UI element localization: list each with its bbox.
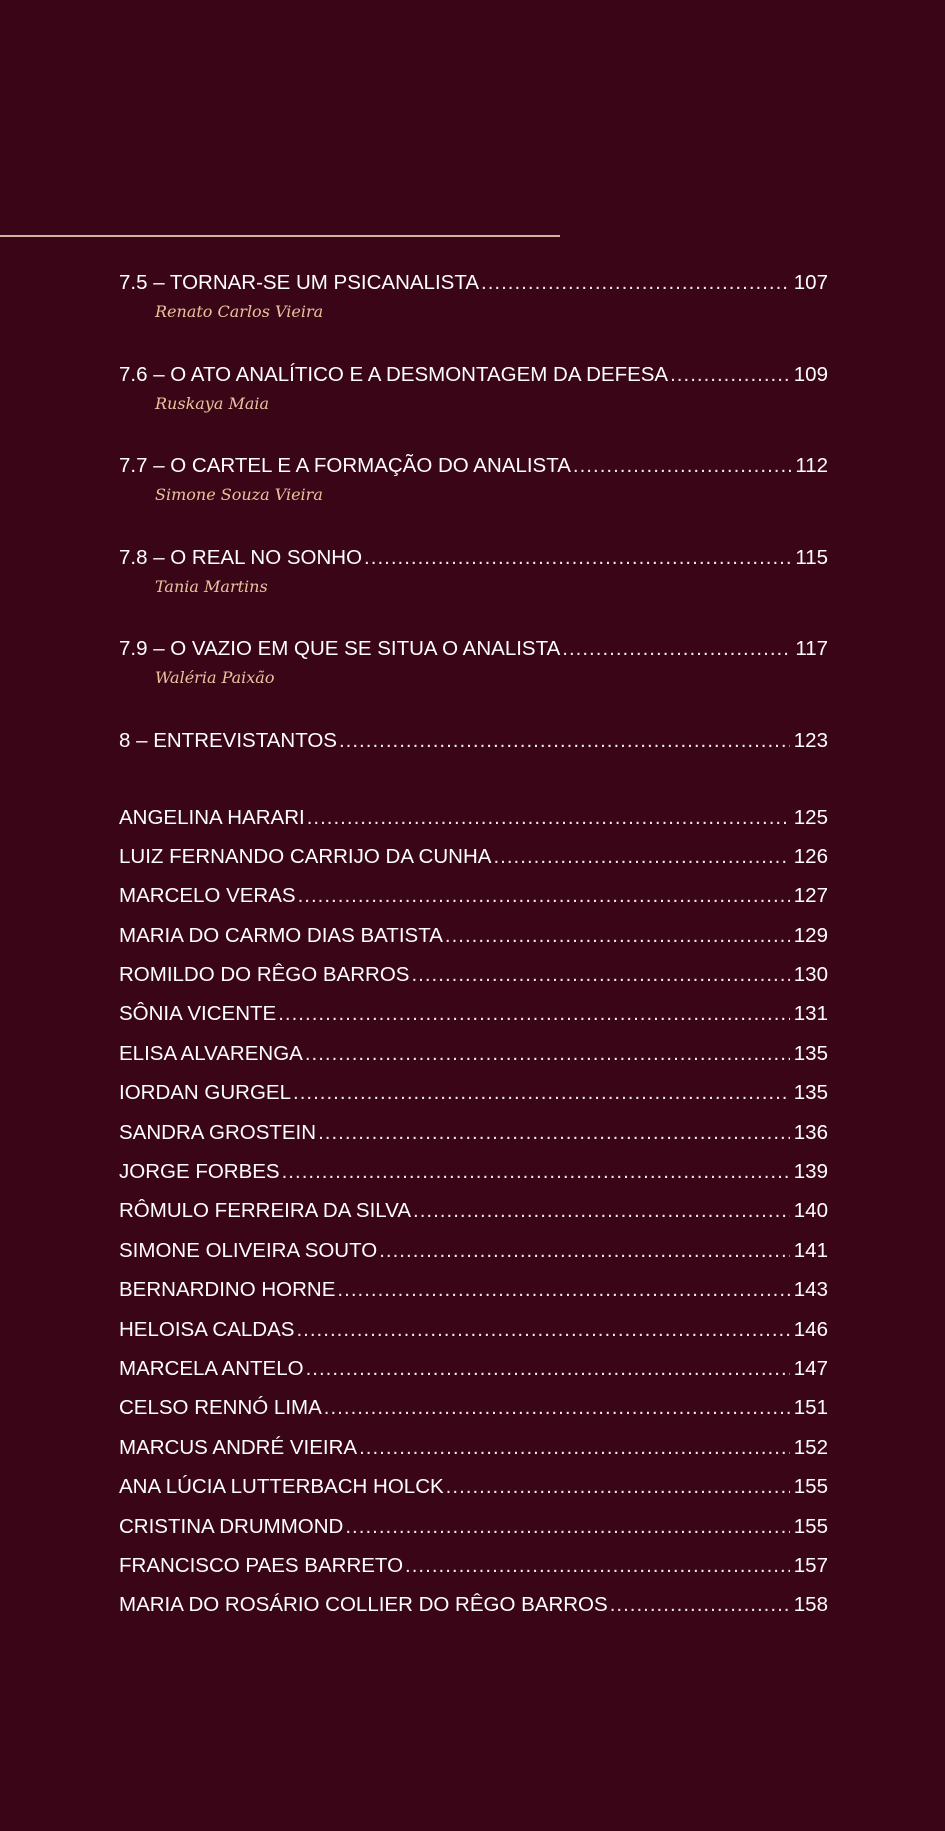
interviewee-name: JORGE FORBES: [119, 1160, 280, 1184]
toc-entry-7-7[interactable]: [119, 447, 828, 485]
interviewee-page: 126: [793, 844, 828, 868]
decorative-top-rule: [0, 235, 560, 237]
interviewee-name: FRANCISCO PAES BARRETO: [119, 1553, 404, 1577]
interviewee-entry[interactable]: [119, 1546, 828, 1585]
dot-leader: [562, 630, 791, 668]
interviewee-page: 129: [793, 923, 828, 947]
interviewee-entry[interactable]: [119, 1113, 828, 1152]
interviewee-name: SANDRA GROSTEIN: [119, 1120, 317, 1144]
toc-entry-author: Waléria Paixão: [155, 668, 275, 687]
interviewee-entry[interactable]: [119, 1073, 828, 1112]
toc-entry-author: Ruskaya Maia: [155, 393, 270, 413]
interviewee-entry[interactable]: [119, 1388, 828, 1427]
interviewee-name: SÔNIA VICENTE: [119, 1002, 277, 1026]
interviewee-entry[interactable]: [119, 1349, 828, 1388]
interviewee-name: ELISA ALVARENGA: [119, 1041, 303, 1065]
dot-leader: [324, 1388, 790, 1427]
interviewee-entry[interactable]: [119, 916, 828, 955]
toc-section: [119, 356, 828, 448]
interviewee-page: 143: [793, 1278, 828, 1302]
toc-entry-page: 109: [793, 362, 828, 386]
dot-leader: [405, 1546, 790, 1585]
dot-leader: [306, 1349, 790, 1388]
toc-entry-8[interactable]: [119, 722, 828, 760]
toc-section: [119, 447, 828, 539]
interviewee-entry[interactable]: [119, 1034, 828, 1073]
interviewee-name: CELSO RENNÓ LIMA: [119, 1396, 322, 1420]
dot-leader: [296, 1310, 789, 1349]
toc-entry-page: 123: [793, 728, 828, 752]
interviewee-page: 147: [793, 1356, 828, 1380]
toc-section: [119, 539, 828, 631]
toc-entry-7-6[interactable]: [119, 356, 828, 394]
interviewee-entry[interactable]: [119, 1191, 828, 1230]
interviewee-name: CRISTINA DRUMMOND: [119, 1514, 344, 1538]
interviewee-name: ANA LÚCIA LUTTERBACH HOLCK: [119, 1475, 444, 1499]
dot-leader: [307, 798, 790, 837]
interviewee-page: 135: [793, 1041, 828, 1065]
table-of-contents: [119, 264, 828, 1625]
toc-section: [119, 630, 828, 722]
interviewee-page: 130: [793, 963, 828, 987]
dot-leader: [337, 1270, 789, 1309]
interviewee-name: MARCUS ANDRÉ VIEIRA: [119, 1435, 358, 1459]
interviewee-page: 151: [793, 1396, 828, 1420]
interviewee-entry[interactable]: [119, 955, 828, 994]
dot-leader: [670, 356, 790, 394]
interviewee-page: 131: [793, 1002, 828, 1026]
dot-leader: [278, 994, 790, 1033]
interviewee-page: 127: [793, 884, 828, 908]
interviewee-entry[interactable]: [119, 1270, 828, 1309]
interviewee-entry[interactable]: [119, 837, 828, 876]
interviewee-entry[interactable]: [119, 1428, 828, 1467]
interviewee-entry[interactable]: [119, 876, 828, 915]
dot-leader: [345, 1507, 789, 1546]
interviewee-page: 135: [793, 1081, 828, 1105]
dot-leader: [305, 1034, 790, 1073]
toc-entry-page: 115: [795, 545, 828, 569]
interviewee-page: 139: [793, 1160, 828, 1184]
interviewee-name: ROMILDO DO RÊGO BARROS: [119, 963, 410, 987]
interviewee-name: HELOISA CALDAS: [119, 1317, 295, 1341]
dot-leader: [446, 1467, 790, 1506]
interviewee-entry[interactable]: [119, 1585, 828, 1624]
interviewee-entry[interactable]: [119, 1231, 828, 1270]
toc-entry-page: 107: [793, 271, 828, 294]
interviewee-list: [119, 798, 828, 1625]
toc-entry-title: 7.5 – TORNAR-SE UM PSICANALISTA: [119, 271, 479, 294]
interviewee-name: LUIZ FERNANDO CARRIJO DA CUNHA: [119, 844, 492, 868]
toc-entry-author: Simone Souza Vieira: [155, 485, 323, 504]
toc-entry-author: Renato Carlos Vieira: [155, 302, 324, 321]
interviewee-name: ANGELINA HARARI: [119, 805, 305, 829]
interviewee-page: 155: [793, 1475, 828, 1499]
dot-leader: [298, 876, 790, 915]
toc-entry-title: 7.9 – O VAZIO EM QUE SE SITUA O ANALISTA: [119, 637, 561, 660]
interviewee-page: 155: [793, 1514, 828, 1538]
interviewee-page: 140: [793, 1199, 828, 1223]
toc-entry-page: 112: [795, 454, 828, 477]
interviewee-name: MARIA DO ROSÁRIO COLLIER DO RÊGO BARROS: [119, 1593, 608, 1617]
dot-leader: [293, 1073, 790, 1112]
interviewee-entry[interactable]: [119, 798, 828, 837]
toc-entry-title: 8 – ENTREVISTANTOS: [119, 728, 337, 752]
interviewee-entry[interactable]: [119, 1507, 828, 1546]
interviewee-entry[interactable]: [119, 994, 828, 1033]
toc-entry-7-8[interactable]: [119, 539, 828, 577]
interviewee-page: 141: [793, 1238, 828, 1262]
dot-leader: [359, 1428, 790, 1467]
interviewee-page: 125: [793, 805, 828, 829]
dot-leader: [411, 955, 789, 994]
interviewee-name: SIMONE OLIVEIRA SOUTO: [119, 1238, 378, 1262]
toc-entry-author: Tania Martins: [155, 576, 268, 596]
dot-leader: [364, 539, 791, 577]
toc-section: [119, 722, 828, 778]
interviewee-page: 158: [793, 1593, 828, 1617]
toc-entry-page: 117: [795, 637, 828, 660]
interviewee-page: 152: [793, 1435, 828, 1459]
toc-entry-7-9[interactable]: [119, 630, 828, 668]
interviewee-entry[interactable]: [119, 1310, 828, 1349]
toc-entry-title: 7.8 – O REAL NO SONHO: [119, 545, 363, 569]
dot-leader: [445, 916, 790, 955]
dot-leader: [573, 447, 791, 485]
interviewee-name: MARIA DO CARMO DIAS BATISTA: [119, 923, 443, 947]
section-gap: [119, 778, 828, 798]
interviewee-name: IORDAN GURGEL: [119, 1081, 291, 1105]
dot-leader: [413, 1191, 790, 1230]
interviewee-name: MARCELO VERAS: [119, 884, 296, 908]
interviewee-entry[interactable]: [119, 1152, 828, 1191]
dot-leader: [493, 837, 789, 876]
dot-leader: [318, 1113, 790, 1152]
interviewee-page: 146: [793, 1317, 828, 1341]
toc-entry-title: 7.6 – O ATO ANALÍTICO E A DESMONTAGEM DA DEFESA: [119, 362, 669, 386]
interviewee-page: 136: [793, 1120, 828, 1144]
dot-leader: [610, 1585, 790, 1624]
toc-section: [119, 264, 828, 356]
toc-entry-title: 7.7 – O CARTEL E A FORMAÇÃO DO ANALISTA: [119, 454, 571, 477]
interviewee-name: MARCELA ANTELO: [119, 1356, 304, 1380]
dot-leader: [481, 264, 790, 302]
interviewee-name: RÔMULO FERREIRA DA SILVA: [119, 1199, 412, 1223]
dot-leader: [379, 1231, 790, 1270]
dot-leader: [339, 722, 790, 760]
toc-entry-7-5[interactable]: [119, 264, 828, 302]
interviewee-name: BERNARDINO HORNE: [119, 1278, 336, 1302]
interviewee-page: 157: [793, 1553, 828, 1577]
dot-leader: [282, 1152, 790, 1191]
interviewee-entry[interactable]: [119, 1467, 828, 1506]
